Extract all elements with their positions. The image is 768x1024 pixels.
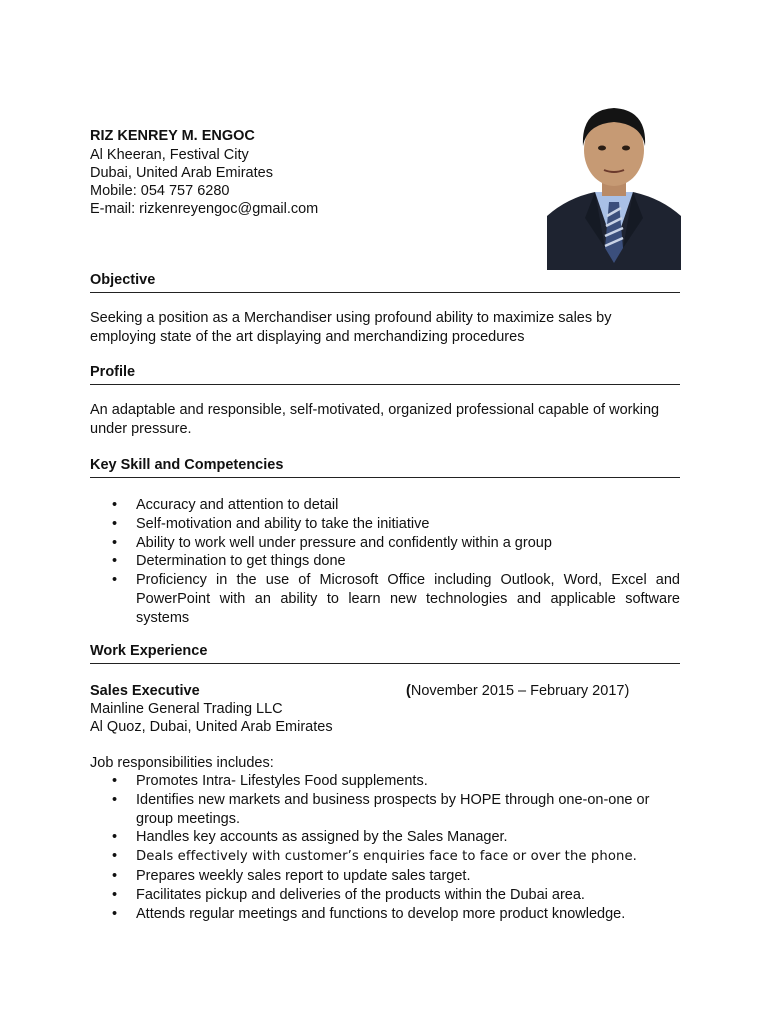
profile-text: An adaptable and responsible, self-motivated, organized professional capable of working under pressure. <box>90 402 660 437</box>
list-item: • Prepares weekly sales report to update sales target. <box>112 867 471 884</box>
list-item: • Promotes Intra- Lifestyles Food supplements. <box>112 773 428 789</box>
skills-heading: Key Skill and Competencies <box>90 455 680 478</box>
work-section <box>90 641 680 923</box>
objective-section <box>90 270 680 346</box>
objective-text: Seeking a position as a Merchandiser using profound ability to maximize sales by employing state of the art displaying and merchandizing procedures <box>90 310 612 345</box>
list-item: • Determination to get things done <box>112 553 346 570</box>
job-dates: (November 2015 – February 2017) <box>406 683 630 699</box>
company-name: Mainline General Trading LLC <box>90 701 283 717</box>
skills-list <box>90 496 680 628</box>
job-title: Sales Executive <box>90 683 200 699</box>
list-item: • Accuracy and attention to detail <box>112 497 339 513</box>
mobile-number: Mobile: 054 757 6280 <box>90 183 230 199</box>
list-item: • Facilitates pickup and deliveries of the products within the Dubai area. <box>112 886 585 903</box>
responsibilities-intro: Job responsibilities includes: <box>90 755 274 771</box>
list-item: • Attends regular meetings and functions to develop more product knowledge. <box>112 905 626 922</box>
list-item: • Identifies new markets and business prospects by HOPE through one-on-one or group meetings. <box>112 791 650 827</box>
profile-heading: Profile <box>90 362 680 385</box>
objective-heading: Objective <box>90 270 680 293</box>
list-item: • Ability to work well under pressure and confidently within a group <box>112 534 552 551</box>
company-location: Al Quoz, Dubai, United Arab Emirates <box>90 719 333 735</box>
address-line-2: Dubai, United Arab Emirates <box>90 165 273 181</box>
work-heading: Work Experience <box>90 641 680 664</box>
list-item: • Handles key accounts as assigned by the Sales Manager. <box>112 829 508 846</box>
profile-photo <box>547 98 681 270</box>
list-item: • Self-motivation and ability to take the initiative <box>112 515 430 532</box>
list-item: • Deals effectively with customer’s enquiries face to face or over the phone. <box>112 848 637 865</box>
email-address: E-mail: rizkenreyengoc@gmail.com <box>90 201 319 217</box>
candidate-name: RIZ KENREY M. ENGOC <box>90 128 255 144</box>
address-line-1: Al Kheeran, Festival City <box>90 147 249 163</box>
skills-section <box>90 455 680 628</box>
job-header <box>90 682 680 700</box>
list-item: • Proficiency in the use of Microsoft Office including Outlook, Word, Excel and PowerPoint with an ability to learn new technologies and applicable software systems <box>112 572 680 626</box>
profile-section <box>90 362 680 438</box>
responsibilities-list <box>90 772 680 923</box>
